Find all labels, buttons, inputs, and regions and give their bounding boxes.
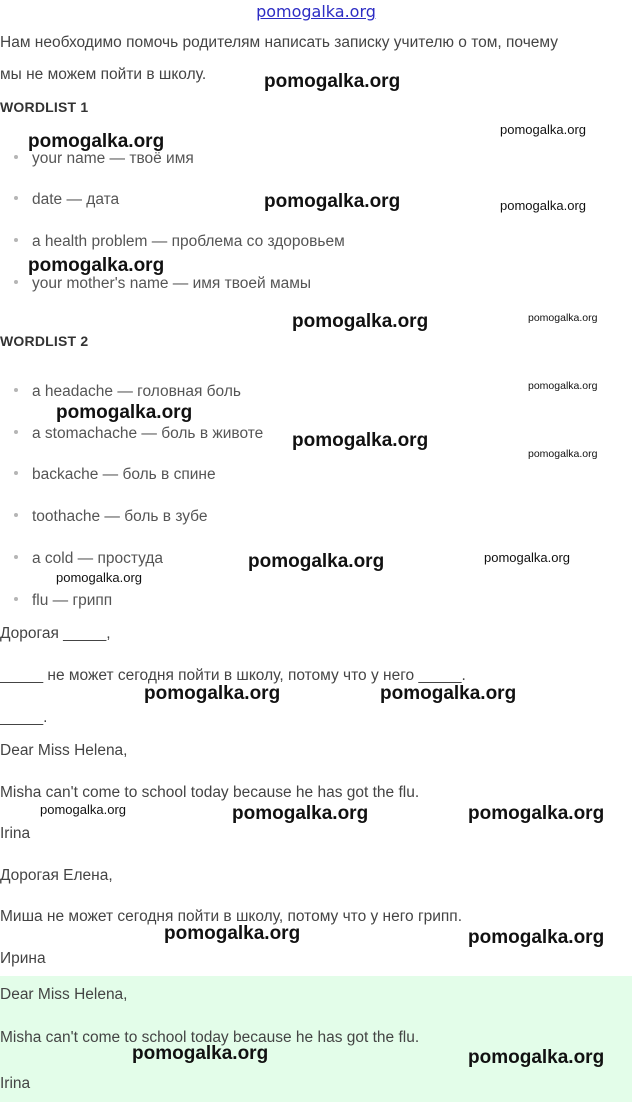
list-item: flu — грипп	[14, 592, 112, 610]
list-item: a health problem — проблема со здоровьем	[14, 233, 345, 251]
watermark: pomogalka.org	[56, 570, 142, 585]
watermark: pomogalka.org	[144, 683, 281, 704]
watermark: pomogalka.org	[28, 131, 165, 152]
bullet-icon	[14, 196, 18, 200]
site-title-link[interactable]: pomogalka.org	[256, 2, 376, 21]
watermark: pomogalka.org	[528, 312, 598, 324]
bullet-icon	[14, 280, 18, 284]
answer-note-signature: Irina	[0, 1075, 31, 1092]
watermark: pomogalka.org	[500, 198, 586, 213]
watermark: pomogalka.org	[164, 923, 301, 944]
answer-note-body: Misha can't come to school today because he has got the flu.	[0, 1029, 420, 1046]
watermark: pomogalka.org	[28, 255, 165, 276]
template-line-1: Дорогая _____,	[0, 625, 111, 642]
russian-note-body: Миша не может сегодня пойти в школу, потому что у него грипп.	[0, 908, 463, 925]
watermark: pomogalka.org	[468, 803, 605, 824]
list-item: a cold — простуда	[14, 550, 163, 568]
watermark: pomogalka.org	[500, 122, 586, 137]
watermark: pomogalka.org	[528, 448, 598, 460]
bullet-icon	[14, 155, 18, 159]
russian-note-signature: Ирина	[0, 950, 46, 967]
watermark: pomogalka.org	[132, 1043, 269, 1064]
watermark: pomogalka.org	[248, 551, 385, 572]
list-item: your name — твоё имя	[14, 150, 194, 168]
bullet-icon	[14, 471, 18, 475]
list-item: date — дата	[14, 191, 119, 209]
list-item: your mother's name — имя твоей мамы	[14, 275, 311, 293]
watermark: pomogalka.org	[40, 802, 126, 817]
watermark: pomogalka.org	[468, 1047, 605, 1068]
watermark: pomogalka.org	[264, 191, 401, 212]
intro-line-1: Нам необходимо помочь родителям написать записку учителю о том, почему	[0, 34, 558, 51]
watermark: pomogalka.org	[528, 380, 598, 392]
watermark: pomogalka.org	[56, 402, 193, 423]
list-item: a headache — головная боль	[14, 383, 241, 401]
template-line-2: _____ не может сегодня пойти в школу, потому что у него _____.	[0, 667, 466, 684]
wordlist-1-heading: WORDLIST 1	[0, 99, 89, 115]
list-item: a stomachache — боль в животе	[14, 425, 263, 443]
wordlist-2-heading: WORDLIST 2	[0, 333, 89, 349]
bullet-icon	[14, 430, 18, 434]
bullet-icon	[14, 597, 18, 601]
watermark: pomogalka.org	[380, 683, 517, 704]
bullet-icon	[14, 555, 18, 559]
bullet-icon	[14, 238, 18, 242]
template-line-3: _____.	[0, 709, 48, 726]
english-note-body: Misha can't come to school today because he has got the flu.	[0, 784, 420, 801]
intro-line-2: мы не можем пойти в школу.	[0, 66, 207, 83]
list-item: toothache — боль в зубе	[14, 508, 208, 526]
answer-note-greeting: Dear Miss Helena,	[0, 986, 128, 1003]
bullet-icon	[14, 388, 18, 392]
list-item: backache — боль в спине	[14, 466, 216, 484]
watermark: pomogalka.org	[484, 550, 570, 565]
watermark: pomogalka.org	[232, 803, 369, 824]
watermark: pomogalka.org	[468, 927, 605, 948]
watermark: pomogalka.org	[292, 430, 429, 451]
watermark: pomogalka.org	[264, 71, 401, 92]
watermark: pomogalka.org	[292, 311, 429, 332]
bullet-icon	[14, 513, 18, 517]
english-note-greeting: Dear Miss Helena,	[0, 742, 128, 759]
russian-note-greeting: Дорогая Елена,	[0, 867, 113, 884]
english-note-signature: Irina	[0, 825, 31, 842]
